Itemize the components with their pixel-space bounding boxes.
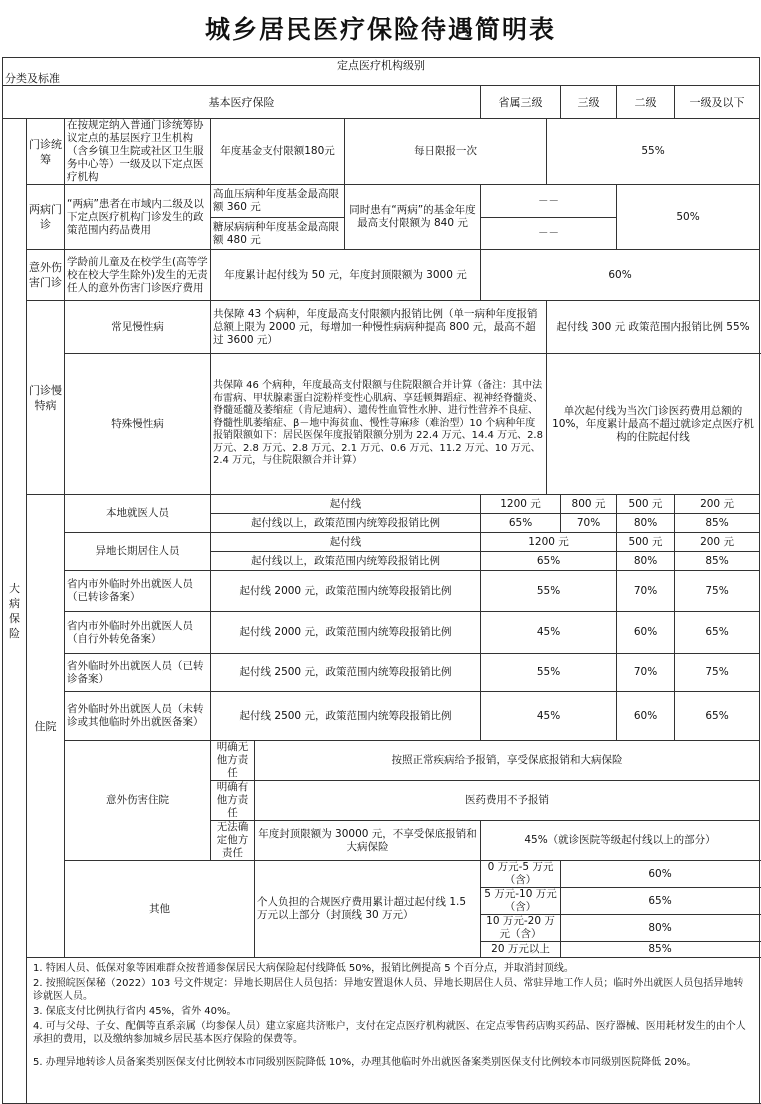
unclear-liability-ratio: 45%（就诊医院等级起付线以上的部分） (481, 821, 760, 861)
unclear-liability: 无法确定他方责任 (211, 821, 255, 861)
two-diseases-ratio: 50% (617, 185, 760, 250)
temp-row-primary: 75% (675, 571, 760, 612)
note-item: 1. 特困人员、低保对象等困难群众按普通参保居民大病保险起付线降低 50%，报销比例提高 5 个百分点，并取消封顶线。 (33, 963, 574, 974)
longterm-ratio-primary: 85% (675, 552, 760, 571)
other-band-range: 10 万元-20 万元（含） (481, 915, 561, 942)
local-deductible-secondary: 500 元 (617, 495, 675, 514)
other-band-range: 5 万元-10 万元（含） (481, 888, 561, 915)
temp-row-high: 45% (481, 692, 617, 741)
outpatient-pooling-limit: 年度基金支付限额180元 (211, 119, 345, 185)
injury-inpatient-label: 意外伤害住院 (65, 741, 211, 861)
two-diseases-combined-limit: 同时患有“两病”的基金年度最高支付限额为 840 元 (345, 185, 481, 250)
diabetes-limit: 糖尿病病种年度基金最高限额 480 元 (211, 218, 345, 250)
injury-outpatient-desc: 学龄前儿童及在校学生(高等学校在校大学生除外)发生的无责任人的意外伤害门诊医疗费用 (65, 250, 211, 301)
temp-row-label: 省内市外临时外出就医人员（自行外转免备案） (65, 612, 211, 654)
level-header (3, 58, 760, 86)
local-ratio-tertiary: 70% (561, 514, 617, 533)
two-diseases-dash-1: －－ (481, 185, 617, 218)
temp-row-high: 45% (481, 612, 617, 654)
local-deductible-provincial: 1200 元 (481, 495, 561, 514)
longterm-deductible-label: 起付线 (211, 533, 481, 552)
level-tertiary: 三级 (561, 86, 617, 119)
unclear-liability-limit: 年度封顶限额为 30000 元，不享受保底报销和大病保险 (255, 821, 481, 861)
outpatient-pooling-ratio: 55% (547, 119, 760, 185)
other-band-range: 0 万元-5 万元（含） (481, 861, 561, 888)
level-secondary: 二级 (617, 86, 675, 119)
temp-row-primary: 65% (675, 692, 760, 741)
clear-liability-rule: 医药费用不予报销 (255, 781, 760, 821)
temp-row-rule: 起付线 2000 元，政策范围内统筹段报销比例 (211, 612, 481, 654)
longterm-deductible-primary: 200 元 (675, 533, 760, 552)
temp-row-high: 55% (481, 571, 617, 612)
common-chronic-rule: 起付线 300 元 政策范围内报销比例 55% (547, 301, 760, 354)
temp-row-primary: 65% (675, 612, 760, 654)
inpatient-label: 住院 (27, 495, 65, 958)
other-band-ratio: 80% (561, 915, 760, 942)
category-label: 分类及标准 (5, 71, 60, 85)
outpatient-pooling-label: 门诊统筹 (27, 119, 65, 185)
common-chronic-label: 常见慢性病 (65, 301, 211, 354)
temp-row-rule: 起付线 2500 元，政策范围内统筹段报销比例 (211, 692, 481, 741)
longterm-ratio-secondary: 80% (617, 552, 675, 571)
benefits-table (2, 57, 760, 1104)
local-deductible-label: 起付线 (211, 495, 481, 514)
level-provincial-tertiary: 省属三级 (481, 86, 561, 119)
outpatient-pooling-desc: 在按规定纳入普通门诊统筹协议定点的基层医疗卫生机构（含乡镇卫生院或社区卫生服务中心等）一级及以下定点医疗机构 (65, 119, 211, 185)
serious-illness-label: 大病保险 (3, 119, 27, 1104)
two-diseases-dash-2: －－ (481, 218, 617, 250)
temp-row-secondary: 60% (617, 692, 675, 741)
special-chronic-desc: 共保障 46 个病种，年度最高支付限额与住院限额合并计算（备注：其中法布雷病、甲状腺素蛋白淀粉样变性心肌病、享廷顿舞蹈症、视神经脊髓炎、脊髓延髓及萎缩症（肯尼迪病）、遗传性血管性水肿、进行性营养不良症、脊髓性肌萎缩症、β－地中海贫血、慢性荨麻疹（难治型）10 个病种年度报销限额如下：居民医保年度报销限额分别为 22.4 万元、14.4 万元、2.8 万元、2.8 万元、2.8 万元、2.1 万元、0.6 万元、11.2 万元、10 万元、2.4 万元，与住院限额合并计算） (211, 354, 547, 495)
other-band-ratio: 65% (561, 888, 760, 915)
note-item: 2. 按照皖医保秘（2022）103 号文件规定：异地长期居住人员包括：异地安置退休人员、异地长期居住人员、常驻异地工作人员；临时外出就医人员包括异地转诊就医人员。 (33, 978, 744, 1002)
clear-no-liability: 明确无他方责任 (211, 741, 255, 781)
local-ratio-secondary: 80% (617, 514, 675, 533)
clear-no-liability-rule: 按照正常疾病给予报销，享受保底报销和大病保险 (255, 741, 760, 781)
hypertension-limit: 高血压病种年度基金最高限额 360 元 (211, 185, 345, 218)
longterm-ratio-label: 起付线以上，政策范围内统筹段报销比例 (211, 552, 481, 571)
injury-outpatient-limit: 年度累计起付线为 50 元，年度封顶限额为 3000 元 (211, 250, 481, 301)
basic-insurance-header: 基本医疗保险 (3, 86, 481, 119)
temp-row-label: 省外临时外出就医人员（未转诊或其他临时外出就医备案） (65, 692, 211, 741)
page-title: 城乡居民医疗保险待遇简明表 (204, 15, 556, 44)
notes-section (27, 958, 760, 1104)
temp-row-label: 省内市外临时外出就医人员（已转诊备案） (65, 571, 211, 612)
note-item: 5. 办理异地转诊人员备案类别医保支付比例较本市同级别医院降低 10%，办理其他临时外出就医备案类别医保支付比例较本市同级别医院降低 20%。 (33, 1057, 697, 1068)
other-desc: 个人负担的合规医疗费用累计超过起付线 1.5 万元以上部分（封顶线 30 万元） (255, 861, 481, 958)
other-band-range: 20 万元以上 (481, 942, 561, 958)
other-band-ratio: 60% (561, 861, 760, 888)
common-chronic-desc: 共保障 43 个病种，年度最高支付限额内报销比例（单一病种年度报销总额上限为 2000 元，每增加一种慢性病病种提高 800 元，最高不超过 3600 元） (211, 301, 547, 354)
clear-liability: 明确有他方责任 (211, 781, 255, 821)
note-item: 4. 可与父母、子女、配偶等直系亲属（均参保人员）建立家庭共济账户，支付在定点医疗机构就医、在定点零售药店购买药品、医疗器械、医用耗材发生的由个人承担的费用，以及缴纳参加城乡居民基本医疗保险的保费等。 (33, 1021, 746, 1045)
chronic-special-label: 门诊慢特病 (27, 301, 65, 495)
temp-row-high: 55% (481, 654, 617, 692)
other-band-ratio: 85% (561, 942, 760, 958)
two-diseases-desc: “两病”患者在市域内二级及以下定点医疗机构门诊发生的政策范围内药品费用 (65, 185, 211, 250)
temp-row-primary: 75% (675, 654, 760, 692)
local-ratio-label: 起付线以上，政策范围内统筹段报销比例 (211, 514, 481, 533)
level-title: 定点医疗机构级别 (337, 58, 425, 72)
local-patients-label: 本地就医人员 (65, 495, 211, 533)
special-chronic-label: 特殊慢性病 (65, 354, 211, 495)
local-ratio-primary: 85% (675, 514, 760, 533)
longterm-deductible-secondary: 500 元 (617, 533, 675, 552)
longterm-deductible-high: 1200 元 (481, 533, 617, 552)
temp-row-label: 省外临时外出就医人员（已转诊备案） (65, 654, 211, 692)
injury-outpatient-ratio: 60% (481, 250, 760, 301)
longterm-ratio-high: 65% (481, 552, 617, 571)
injury-outpatient-label: 意外伤害门诊 (27, 250, 65, 301)
local-deductible-primary: 200 元 (675, 495, 760, 514)
longterm-patients-label: 异地长期居住人员 (65, 533, 211, 571)
temp-row-secondary: 70% (617, 571, 675, 612)
temp-row-rule: 起付线 2500 元，政策范围内统筹段报销比例 (211, 654, 481, 692)
local-ratio-provincial: 65% (481, 514, 561, 533)
outpatient-pooling-daily: 每日限报一次 (345, 119, 547, 185)
note-item: 3. 保底支付比例执行省内 45%，省外 40%。 (33, 1006, 237, 1017)
special-chronic-rule: 单次起付线为当次门诊医药费用总额的 10%，年度累计最高不超过就诊定点医疗机构的住院起付线 (547, 354, 760, 495)
level-primary: 一级及以下 (675, 86, 760, 119)
other-label: 其他 (65, 861, 255, 958)
temp-row-rule: 起付线 2000 元，政策范围内统筹段报销比例 (211, 571, 481, 612)
local-deductible-tertiary: 800 元 (561, 495, 617, 514)
temp-row-secondary: 60% (617, 612, 675, 654)
temp-row-secondary: 70% (617, 654, 675, 692)
two-diseases-label: 两病门诊 (27, 185, 65, 250)
